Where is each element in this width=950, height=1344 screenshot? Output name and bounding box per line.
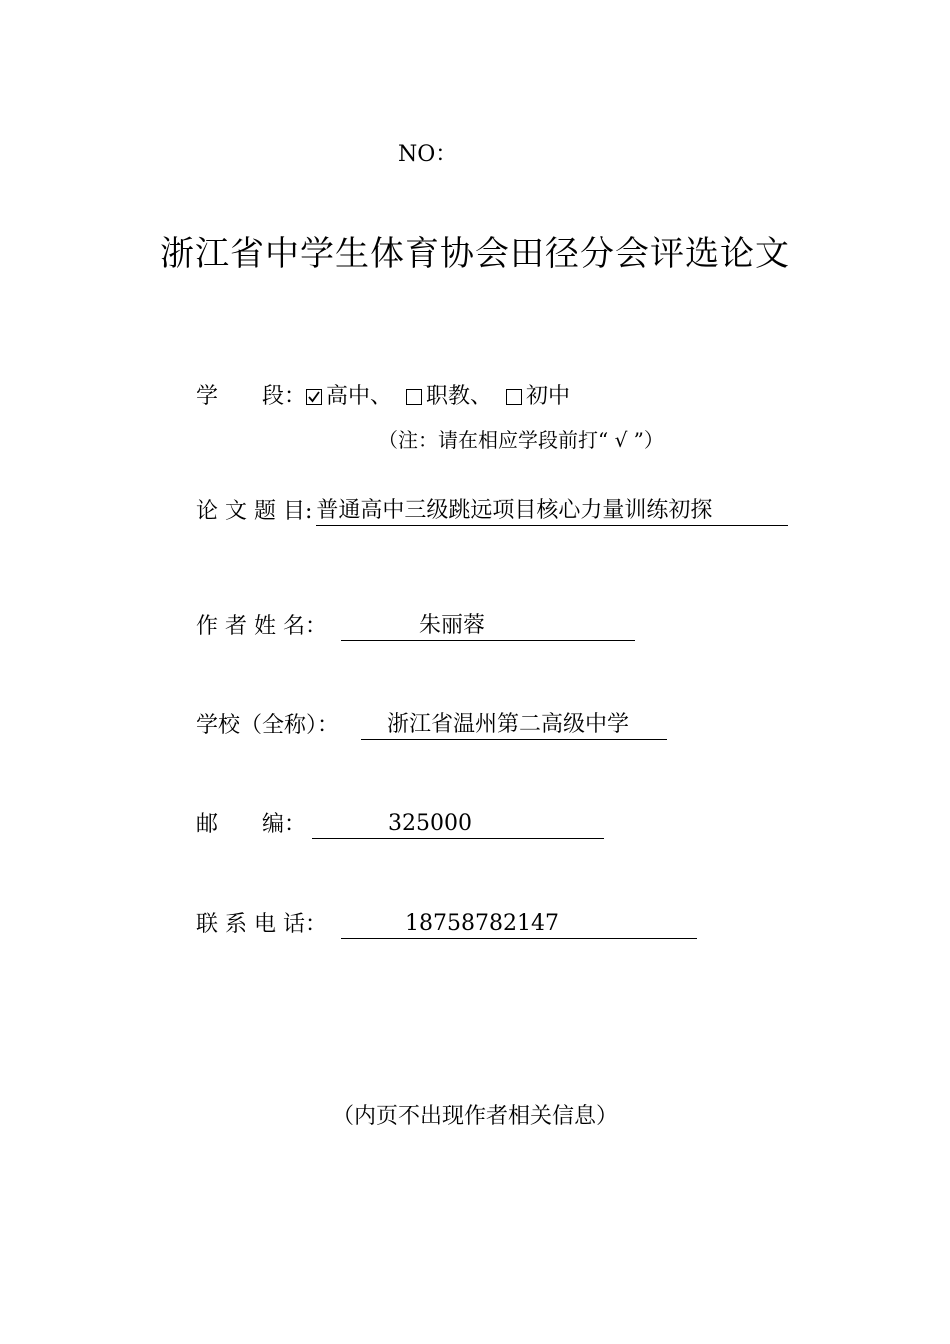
stage-option-label: 初中	[526, 384, 571, 409]
postcode-value: 325000	[388, 811, 472, 836]
paper-title-field[interactable]	[316, 498, 788, 526]
author-label: 作 者 姓 名：	[196, 614, 327, 639]
school-value: 浙江省温州第二高级中学	[387, 712, 630, 737]
paper-title-value: 普通高中三级跳远项目核心力量训练初探	[316, 498, 713, 523]
stage-note: （注：请在相应学段前打“ √ ”）	[378, 428, 664, 452]
stage-option-vocational[interactable]	[406, 382, 492, 412]
stage-row	[196, 382, 584, 412]
footer-note: （内页不出现作者相关信息）	[331, 1104, 618, 1129]
phone-field[interactable]	[341, 911, 697, 939]
phone-value: 18758782147	[404, 911, 559, 936]
postcode-row	[196, 810, 604, 840]
stage-option-label: 职教、	[426, 384, 493, 409]
author-value: 朱丽蓉	[418, 613, 485, 638]
paper-title-row	[196, 497, 788, 527]
postcode-field[interactable]	[312, 811, 604, 839]
paper-title-label: 论 文 题 目:	[196, 499, 313, 524]
school-label: 学校（全称）：	[196, 713, 340, 738]
stage-label: 学 段：	[196, 384, 307, 409]
stage-option-high-school[interactable]	[306, 382, 392, 412]
checked-box-icon[interactable]	[306, 389, 322, 405]
unchecked-box-icon[interactable]	[506, 389, 522, 405]
phone-row	[196, 910, 697, 940]
school-row	[196, 711, 667, 741]
phone-label: 联 系 电 话：	[196, 912, 327, 937]
unchecked-box-icon[interactable]	[406, 389, 422, 405]
postcode-label: 邮 编：	[196, 812, 307, 837]
author-field[interactable]	[341, 613, 635, 641]
stage-option-junior-high[interactable]	[506, 382, 570, 412]
stage-option-label: 高中、	[326, 384, 393, 409]
serial-number-label: NO：	[398, 142, 458, 167]
author-row	[196, 612, 635, 642]
school-field[interactable]	[361, 712, 667, 740]
document-title: 浙江省中学生体育协会田径分会评选论文	[160, 234, 790, 274]
